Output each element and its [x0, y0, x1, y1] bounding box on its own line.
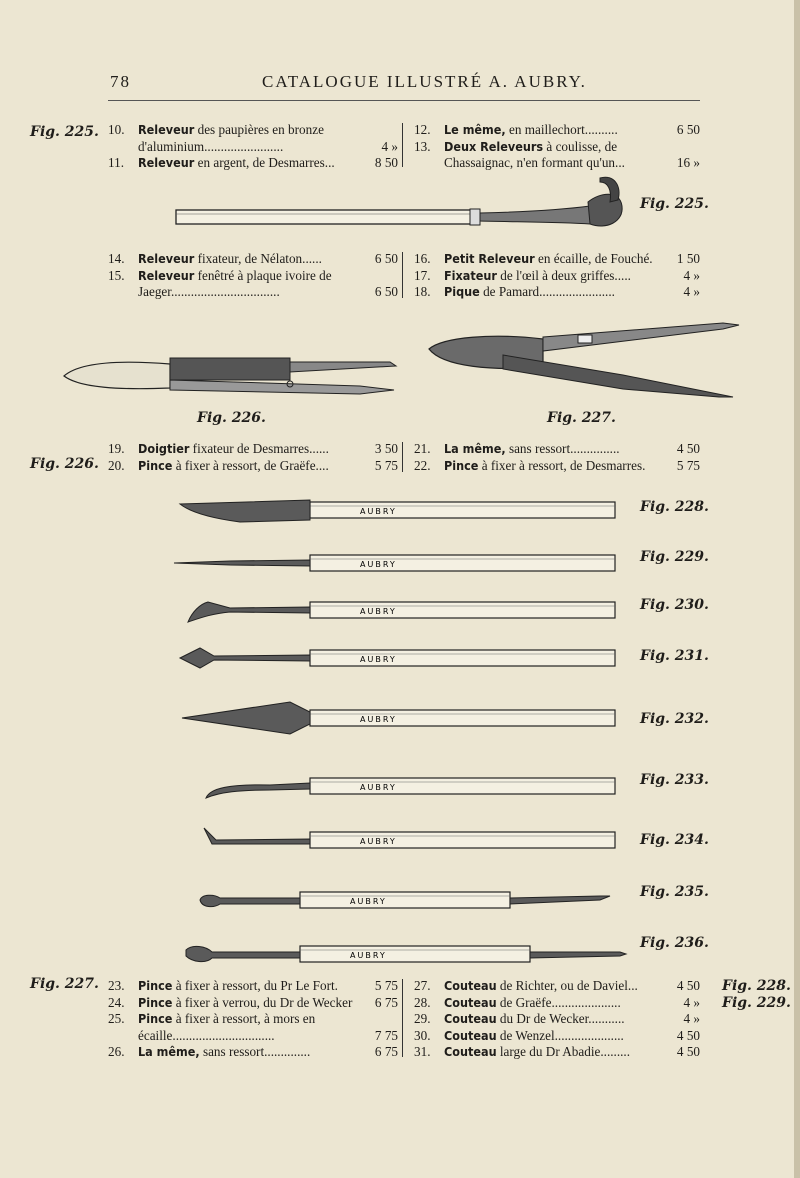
item-price: 6 50 [676, 122, 700, 137]
item-price: 4 50 [676, 978, 700, 993]
item-price: 8 50 [374, 155, 398, 170]
margin-label-fig226: Fig. 226. [30, 456, 99, 472]
catalogue-item-row [108, 283, 398, 300]
item-number: 19. [108, 441, 125, 456]
item-price: 3 50 [374, 441, 398, 456]
catalogue-item-row [108, 1010, 398, 1027]
item-number: 28. [414, 994, 431, 1010]
item-description: Couteau large du Dr Abadie......... [444, 1044, 631, 1059]
catalogue-item-row [414, 977, 700, 994]
item-description: Couteau de Wenzel..................... [444, 1027, 624, 1043]
item-price: 4 50 [676, 1044, 700, 1059]
catalogue-item-row [414, 154, 700, 171]
item-price: 5 75 [374, 978, 398, 993]
item-description: Releveur des paupières en bronze [138, 122, 324, 137]
item-description: Jaeger................................. [138, 284, 280, 299]
item-number: 31. [414, 1044, 431, 1059]
item-description: Deux Releveurs à coulisse, de [444, 138, 618, 154]
catalogue-item-row [108, 994, 398, 1011]
item-description: Pince à fixer à ressort, de Graëfe.... [138, 457, 329, 473]
brand-stamp: AUBRY [360, 560, 397, 569]
item-description: Releveur en argent, de Desmarres... [138, 155, 335, 170]
brace [402, 442, 403, 472]
item-number: 11. [108, 155, 124, 170]
brand-stamp: AUBRY [360, 655, 397, 664]
item-number: 13. [414, 138, 431, 154]
item-description: Pince à fixer à ressort, à mors en [138, 1011, 316, 1026]
item-number: 10. [108, 122, 125, 137]
item-description: Couteau de Richter, ou de Daviel... [444, 978, 638, 993]
fig227-caption: Fig. 227. [547, 410, 616, 426]
knife-illustration [170, 822, 630, 858]
item-price: 4 50 [676, 441, 700, 456]
item-number: 15. [108, 267, 125, 283]
brand-stamp: AUBRY [360, 837, 397, 846]
item-description: Doigtier fixateur de Desmarres...... [138, 441, 329, 456]
item-price: 4 50 [676, 1027, 700, 1043]
item-price: 4 » [683, 1011, 700, 1026]
item-description: La même, sans ressort............... [444, 441, 620, 456]
item-number: 22. [414, 457, 431, 473]
brand-stamp: AUBRY [360, 783, 397, 792]
item-price: 6 75 [374, 1044, 398, 1059]
fig225-caption: Fig. 225. [640, 196, 709, 212]
fig229-caption: Fig. 229. [640, 549, 709, 565]
fig233-caption: Fig. 233. [640, 772, 709, 788]
brace [402, 252, 403, 298]
item-price: 4 » [381, 138, 398, 154]
brand-stamp: AUBRY [360, 607, 397, 616]
brace [402, 979, 403, 1057]
fig236-caption: Fig. 236. [640, 935, 709, 951]
catalogue-item-row [108, 250, 398, 267]
item-price: 4 » [683, 267, 700, 283]
item-number: 14. [108, 251, 125, 266]
item-description: Couteau du Dr de Wecker........... [444, 1011, 625, 1026]
item-description: écaille............................... [138, 1027, 275, 1043]
brace [402, 123, 403, 167]
item-price: 4 » [683, 284, 700, 299]
knife-illustration [170, 592, 630, 628]
catalogue-item-row [414, 283, 700, 300]
fig230-caption: Fig. 230. [640, 597, 709, 613]
item-description: Releveur fixateur, de Nélaton...... [138, 251, 322, 266]
margin-label-fig225: Fig. 225. [30, 124, 99, 140]
margin-label-fig229: Fig. 229. [722, 995, 791, 1011]
page-edge [794, 0, 800, 1178]
catalogue-item-row [414, 457, 700, 474]
item-description: Petit Releveur en écaille, de Fouché. [444, 251, 653, 266]
item-price: 6 75 [374, 994, 398, 1010]
margin-label-fig228: Fig. 228. [722, 978, 791, 994]
catalogue-item-row [108, 121, 398, 138]
item-number: 18. [414, 284, 431, 299]
knife-illustration [170, 492, 630, 528]
catalogue-item-row [108, 1027, 398, 1044]
item-description: Fixateur de l'œil à deux griffes..... [444, 267, 631, 283]
page-number: 78 [110, 72, 131, 91]
knife-illustration [170, 936, 630, 972]
item-number: 26. [108, 1044, 125, 1059]
knife-illustration [170, 700, 630, 736]
catalogue-item-row [108, 154, 398, 171]
knife-illustration [170, 768, 630, 804]
item-price: 5 75 [676, 457, 700, 473]
fig228-caption: Fig. 228. [640, 499, 709, 515]
item-description: Le même, en maillechort.......... [444, 122, 618, 137]
catalogue-item-row [414, 267, 700, 284]
catalogue-item-row [414, 1010, 700, 1027]
page-title: CATALOGUE ILLUSTRÉ A. AUBRY. [262, 72, 587, 91]
catalogue-item-row [108, 1043, 398, 1060]
item-description: d'aluminium........................ [138, 138, 284, 154]
catalogue-item-row [108, 440, 398, 457]
knife-illustration [170, 882, 630, 918]
catalogue-item-row [414, 440, 700, 457]
item-price: 1 50 [676, 251, 700, 266]
fig235-caption: Fig. 235. [640, 884, 709, 900]
item-price: 6 50 [374, 284, 398, 299]
item-price: 16 » [676, 155, 700, 170]
knife-illustration [170, 545, 630, 581]
item-price: 4 » [683, 994, 700, 1010]
catalogue-item-row [414, 994, 700, 1011]
fig231-caption: Fig. 231. [640, 648, 709, 664]
catalogue-item-row [414, 1043, 700, 1060]
item-number: 12. [414, 122, 431, 137]
item-price: 5 75 [374, 457, 398, 473]
forceps-fig226-illustration [60, 350, 405, 402]
catalogue-item-row [108, 138, 398, 155]
catalogue-item-row [414, 250, 700, 267]
item-description: Chassaignac, n'en formant qu'un... [444, 155, 625, 170]
catalogue-item-row [414, 121, 700, 138]
knife-illustration [170, 640, 630, 676]
item-number: 17. [414, 267, 431, 283]
item-price: 6 50 [374, 251, 398, 266]
item-number: 25. [108, 1011, 125, 1026]
item-description: Pique de Pamard....................... [444, 284, 615, 299]
catalogue-item-row [414, 138, 700, 155]
catalogue-item-row [108, 457, 398, 474]
item-description: Couteau de Graëfe..................... [444, 994, 621, 1010]
header-rule [108, 100, 700, 103]
item-number: 20. [108, 457, 125, 473]
item-number: 29. [414, 1011, 431, 1026]
margin-label-fig227: Fig. 227. [30, 976, 99, 992]
fig226-caption: Fig. 226. [197, 410, 266, 426]
brand-stamp: AUBRY [350, 897, 387, 906]
brand-stamp: AUBRY [350, 951, 387, 960]
catalogue-item-row [414, 1027, 700, 1044]
item-number: 30. [414, 1027, 431, 1043]
brand-stamp: AUBRY [360, 507, 397, 516]
item-description: Pince à fixer à verrou, du Dr de Wecker [138, 994, 353, 1010]
catalogue-item-row [108, 267, 398, 284]
item-number: 21. [414, 441, 431, 456]
catalogue-item-row [108, 977, 398, 994]
item-number: 23. [108, 978, 125, 993]
item-description: Pince à fixer à ressort, de Desmarres. [444, 457, 646, 473]
fig232-caption: Fig. 232. [640, 711, 709, 727]
item-description: Pince à fixer à ressort, du Pr Le Fort. [138, 978, 338, 993]
brand-stamp: AUBRY [360, 715, 397, 724]
item-number: 27. [414, 978, 431, 993]
eyelid-retractor-illustration [170, 172, 630, 242]
item-description: Releveur fenêtré à plaque ivoire de [138, 267, 332, 283]
item-number: 24. [108, 994, 125, 1010]
item-number: 16. [414, 251, 431, 266]
item-description: La même, sans ressort.............. [138, 1044, 311, 1059]
forceps-fig227-illustration [423, 315, 745, 407]
item-price: 7 75 [374, 1027, 398, 1043]
fig234-caption: Fig. 234. [640, 832, 709, 848]
